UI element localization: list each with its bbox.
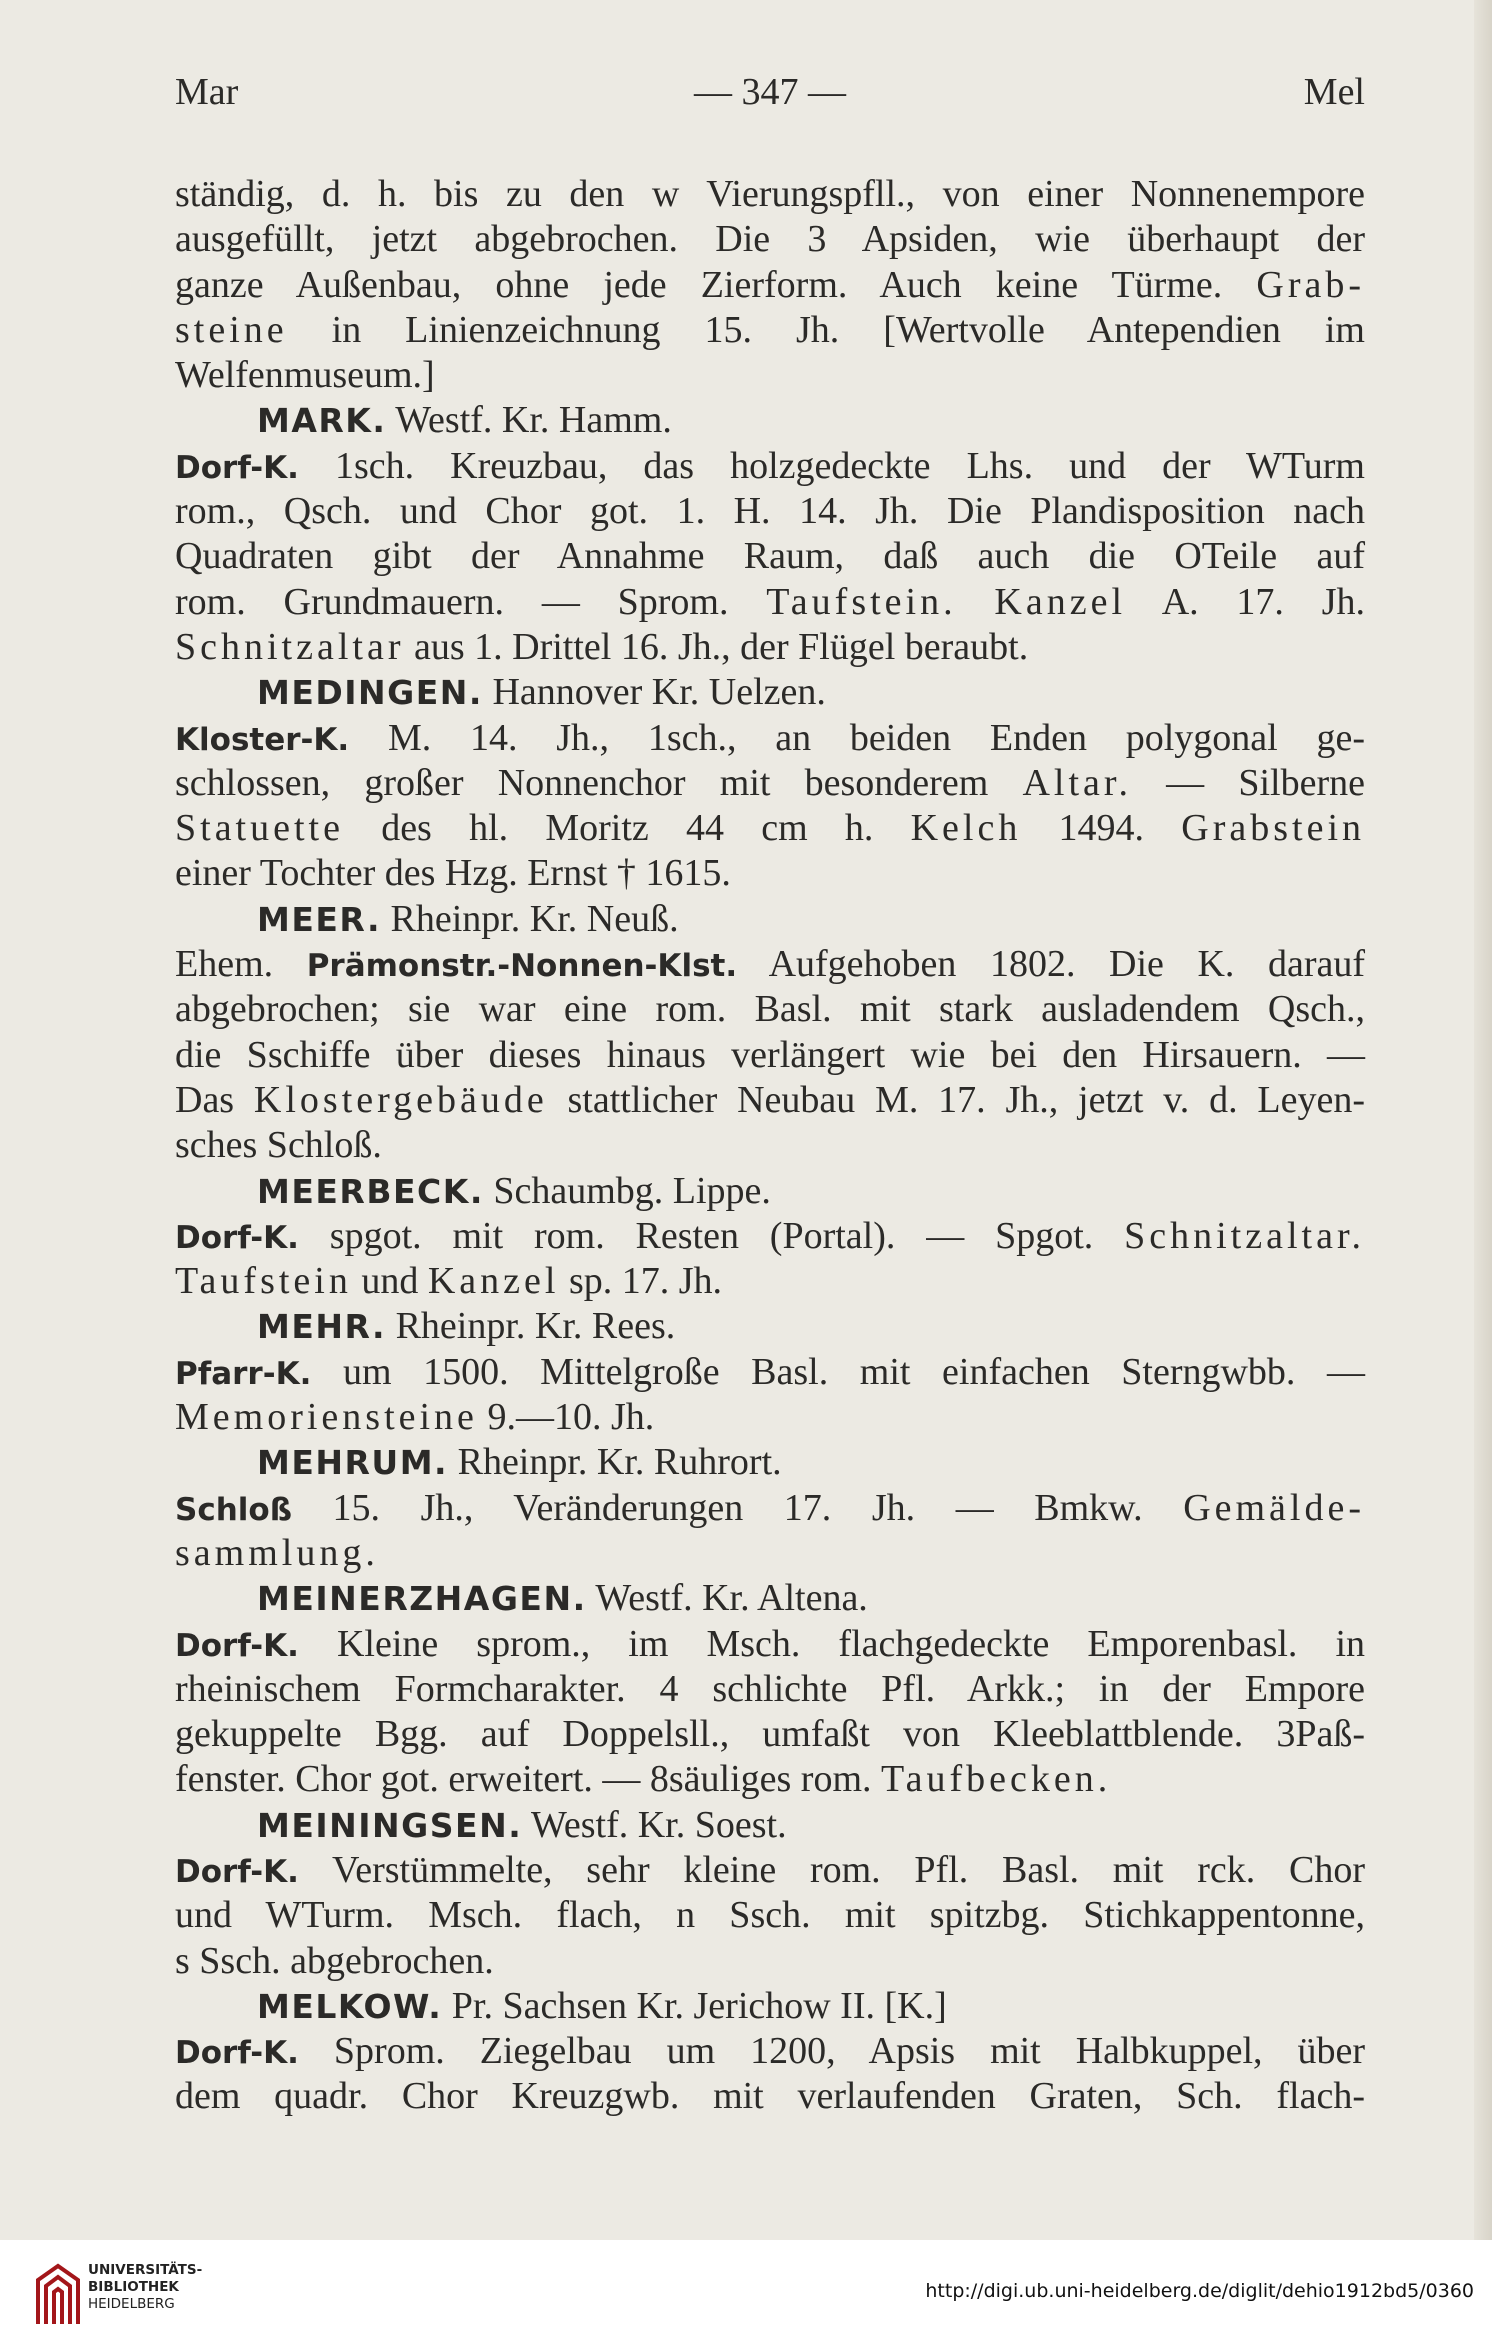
- text-run: rheinischem Formcharakter. 4 schlichte Pfl. Arkk.; in der Empore: [175, 1667, 1365, 1710]
- emphasized-term: Schnitzaltar: [175, 625, 405, 668]
- text-line: [175, 444, 1365, 489]
- text-line: [175, 1531, 1365, 1576]
- text-run: A. 17. Jh.: [1126, 580, 1366, 623]
- emphasized-term: Kanzel: [994, 580, 1127, 623]
- text-line: [175, 1078, 1365, 1123]
- text-line: [175, 217, 1365, 262]
- text-line: [175, 1033, 1365, 1078]
- text-run: rom. Grundmauern. — Sprom.: [175, 580, 767, 623]
- entry-heading: MEHR.: [257, 1307, 387, 1347]
- building-label: Dorf-K.: [175, 2035, 299, 2072]
- text-run: spgot. mit rom. Resten (Portal). — Spgot.: [298, 1214, 1125, 1257]
- building-label: Dorf-K.: [175, 1627, 299, 1664]
- text-run: Verstümmelte, sehr kleine rom. Pfl. Basl. mit rck. Chor: [298, 1848, 1365, 1891]
- text-run: Welfenmuseum.]: [175, 354, 435, 397]
- text-run: schlossen, großer Nonnenchor mit besonderem: [175, 761, 1023, 804]
- emphasized-term: Statuette: [175, 807, 344, 850]
- text-run: Kleine sprom., im Msch. flachgedeckte Emporenbasl. in: [298, 1622, 1365, 1665]
- text-run: ganze Außenbau, ohne jede Zierform. Auch keine Türme.: [175, 263, 1257, 306]
- text-run: Pr. Sachsen Kr. Jerichow II. [K.]: [442, 1984, 947, 2027]
- text-run: in Linienzeichnung 15. Jh. [Wertvolle Antependien im: [287, 308, 1365, 351]
- text-run: 9.—10. Jh.: [477, 1396, 655, 1439]
- text-line: [175, 489, 1365, 534]
- text-line: [175, 1576, 1365, 1621]
- library-logo-icon: [32, 2260, 84, 2330]
- building-label: Dorf-K.: [175, 1219, 299, 1256]
- building-label: Prämonstr.-Nonnen-Klst.: [306, 948, 738, 985]
- entry-heading: MEDINGEN.: [257, 673, 483, 713]
- text-run: ständig, d. h. bis zu den w Vierungspfll., von einer Nonnenempore: [175, 173, 1365, 215]
- text-run: Das: [175, 1078, 254, 1121]
- text-run: des hl. Moritz 44 cm h.: [343, 807, 911, 850]
- entry-heading: MELKOW.: [257, 1986, 443, 2026]
- text-run: einer Tochter des Hzg. Ernst † 1615.: [175, 852, 731, 895]
- text-line: [175, 987, 1365, 1032]
- text-line: [175, 1123, 1365, 1168]
- text-line: [175, 1848, 1365, 1893]
- text-run: Rheinpr. Kr. Rees.: [386, 1305, 676, 1348]
- text-run: Westf. Kr. Altena.: [586, 1577, 868, 1620]
- entry-heading: MEER.: [257, 899, 381, 939]
- entry-heading: MARK.: [257, 401, 387, 441]
- emphasized-term: Kanzel: [427, 1260, 560, 1303]
- text-run: Westf. Kr. Hamm.: [386, 399, 672, 442]
- text-run: Rheinpr. Kr. Ruhrort.: [448, 1441, 782, 1484]
- text-line: [175, 1486, 1365, 1531]
- text-run: 1sch. Kreuzbau, das holzgedeckte Lhs. und der WTurm: [298, 444, 1365, 487]
- text-run: Quadraten gibt der Annahme Raum, daß auch die OTeile auf: [175, 535, 1365, 578]
- text-run: Sprom. Ziegelbau um 1200, Apsis mit Halbkuppel, über: [298, 2030, 1365, 2073]
- text-run: Aufgehoben 1802. Die K. darauf: [737, 943, 1365, 986]
- text-line: [175, 1712, 1365, 1757]
- text-line: [175, 1214, 1365, 1259]
- text-run: stattlicher Neubau M. 17. Jh., jetzt v. d. Leyen-: [547, 1078, 1365, 1121]
- text-line: [175, 2074, 1365, 2119]
- entry-heading: MEINERZHAGEN.: [257, 1579, 587, 1619]
- emphasized-term: sammlung.: [175, 1531, 379, 1574]
- text-line: [175, 1350, 1365, 1395]
- text-line: [175, 1757, 1365, 1802]
- entry-heading: MEERBECK.: [257, 1171, 484, 1211]
- emphasized-term: Taufstein: [175, 1260, 352, 1303]
- building-label: Pfarr-K.: [175, 1355, 312, 1392]
- building-label: Kloster-K.: [175, 721, 350, 758]
- text-line: [175, 1304, 1365, 1349]
- building-label: Dorf-K.: [175, 1853, 299, 1890]
- text-line: [175, 353, 1365, 398]
- building-label: Schloß: [175, 1491, 292, 1528]
- text-run: — Silberne: [1131, 761, 1365, 804]
- text-line: [175, 1169, 1365, 1214]
- emphasized-term: Memoriensteine: [175, 1396, 478, 1439]
- digital-copy-url[interactable]: http://digi.ub.uni-heidelberg.de/diglit/dehio1912bd5/0360: [925, 2280, 1474, 2302]
- emphasized-term: Schnitzaltar.: [1124, 1214, 1365, 1257]
- text-run: gekuppelte Bgg. auf Doppelsll., umfaßt von Kleeblattblende. 3Paß-: [175, 1713, 1365, 1756]
- text-run: Westf. Kr. Soest.: [522, 1803, 787, 1846]
- body-text: [175, 172, 1365, 2120]
- text-run: rom., Qsch. und Chor got. 1. H. 14. Jh. Die Plandisposition nach: [175, 490, 1365, 533]
- entry-heading: MEININGSEN.: [257, 1805, 523, 1845]
- text-line: [175, 308, 1365, 353]
- text-run: sches Schloß.: [175, 1124, 382, 1167]
- running-head-right: Mel: [1303, 71, 1365, 113]
- text-line: [175, 716, 1365, 761]
- text-run: und: [351, 1260, 428, 1303]
- text-run: M. 14. Jh., 1sch., an beiden Enden polygonal ge-: [349, 716, 1365, 759]
- page-number: — 347 —: [694, 71, 846, 113]
- building-label: Dorf-K.: [175, 449, 299, 486]
- text-line: [175, 1667, 1365, 1712]
- text-line: [175, 897, 1365, 942]
- text-run: 1494.: [1021, 807, 1182, 850]
- text-line: [175, 1440, 1365, 1485]
- text-line: [175, 1259, 1365, 1304]
- emphasized-term: Grab-: [1256, 263, 1365, 306]
- page-edge-shadow: [1474, 0, 1492, 2240]
- text-line: [175, 580, 1365, 625]
- text-line: [175, 942, 1365, 987]
- book-page: [175, 70, 1365, 2120]
- text-line: [175, 398, 1365, 443]
- library-name-line: UNIVERSITÄTS-: [88, 2262, 203, 2278]
- text-line: [175, 1939, 1365, 1984]
- library-name: [88, 2262, 202, 2313]
- text-line: [175, 2029, 1365, 2074]
- emphasized-term: Gemälde-: [1183, 1486, 1365, 1529]
- emphasized-term: Klostergebäude: [253, 1078, 548, 1121]
- text-run: Rheinpr. Kr. Neuß.: [380, 897, 679, 940]
- text-run: ausgefüllt, jetzt abgebrochen. Die 3 Apsiden, wie überhaupt der: [175, 218, 1365, 261]
- running-head: [175, 70, 1365, 130]
- text-run: die Sschiffe über dieses hinaus verlängert wie bei den Hirsauern. —: [175, 1033, 1365, 1076]
- text-run: 15. Jh., Veränderungen 17. Jh. — Bmkw.: [292, 1486, 1184, 1529]
- text-run: s Ssch. abgebrochen.: [175, 1939, 494, 1982]
- text-line: [175, 263, 1365, 308]
- text-line: [175, 851, 1365, 896]
- text-line: [175, 1622, 1365, 1667]
- running-head-left: Mar: [175, 71, 239, 113]
- emphasized-term: Taufbecken.: [881, 1758, 1112, 1801]
- text-line: [175, 761, 1365, 806]
- text-run: [957, 581, 995, 623]
- text-run: Schaumbg. Lippe.: [483, 1169, 771, 1212]
- emphasized-term: Taufstein.: [766, 580, 957, 623]
- library-name-line: BIBLIOTHEK: [88, 2279, 179, 2295]
- text-run: und WTurm. Msch. flach, n Ssch. mit spitzbg. Stichkappentonne,: [175, 1894, 1365, 1937]
- text-line: [175, 1395, 1365, 1440]
- text-run: abgebrochen; sie war eine rom. Basl. mit stark ausladendem Qsch.,: [175, 988, 1365, 1031]
- text-line: [175, 1893, 1365, 1938]
- text-line: [175, 1803, 1365, 1848]
- text-run: dem quadr. Chor Kreuzgwb. mit verlaufenden Graten, Sch. flach-: [175, 2075, 1365, 2118]
- text-run: Hannover Kr. Uelzen.: [482, 671, 826, 714]
- text-line: [175, 670, 1365, 715]
- text-run: fenster. Chor got. erweitert. — 8säuliges rom.: [175, 1758, 882, 1801]
- text-line: [175, 625, 1365, 670]
- emphasized-term: steine: [175, 308, 288, 351]
- text-run: Ehem.: [175, 943, 307, 986]
- text-line: [175, 806, 1365, 851]
- emphasized-term: Altar.: [1022, 761, 1132, 804]
- entry-heading: MEHRUM.: [257, 1443, 449, 1483]
- viewer-footer: [0, 2240, 1492, 2349]
- text-run: um 1500. Mittelgroße Basl. mit einfachen Sterngwbb. —: [311, 1350, 1365, 1393]
- emphasized-term: Kelch: [910, 807, 1022, 850]
- emphasized-term: Grabstein: [1181, 807, 1366, 850]
- text-run: aus 1. Drittel 16. Jh., der Flügel beraubt.: [404, 625, 1029, 668]
- text-line: [175, 534, 1365, 579]
- text-line: [175, 1984, 1365, 2029]
- text-run: sp. 17. Jh.: [559, 1260, 723, 1303]
- text-line: [175, 172, 1365, 217]
- library-name-line: HEIDELBERG: [88, 2296, 175, 2312]
